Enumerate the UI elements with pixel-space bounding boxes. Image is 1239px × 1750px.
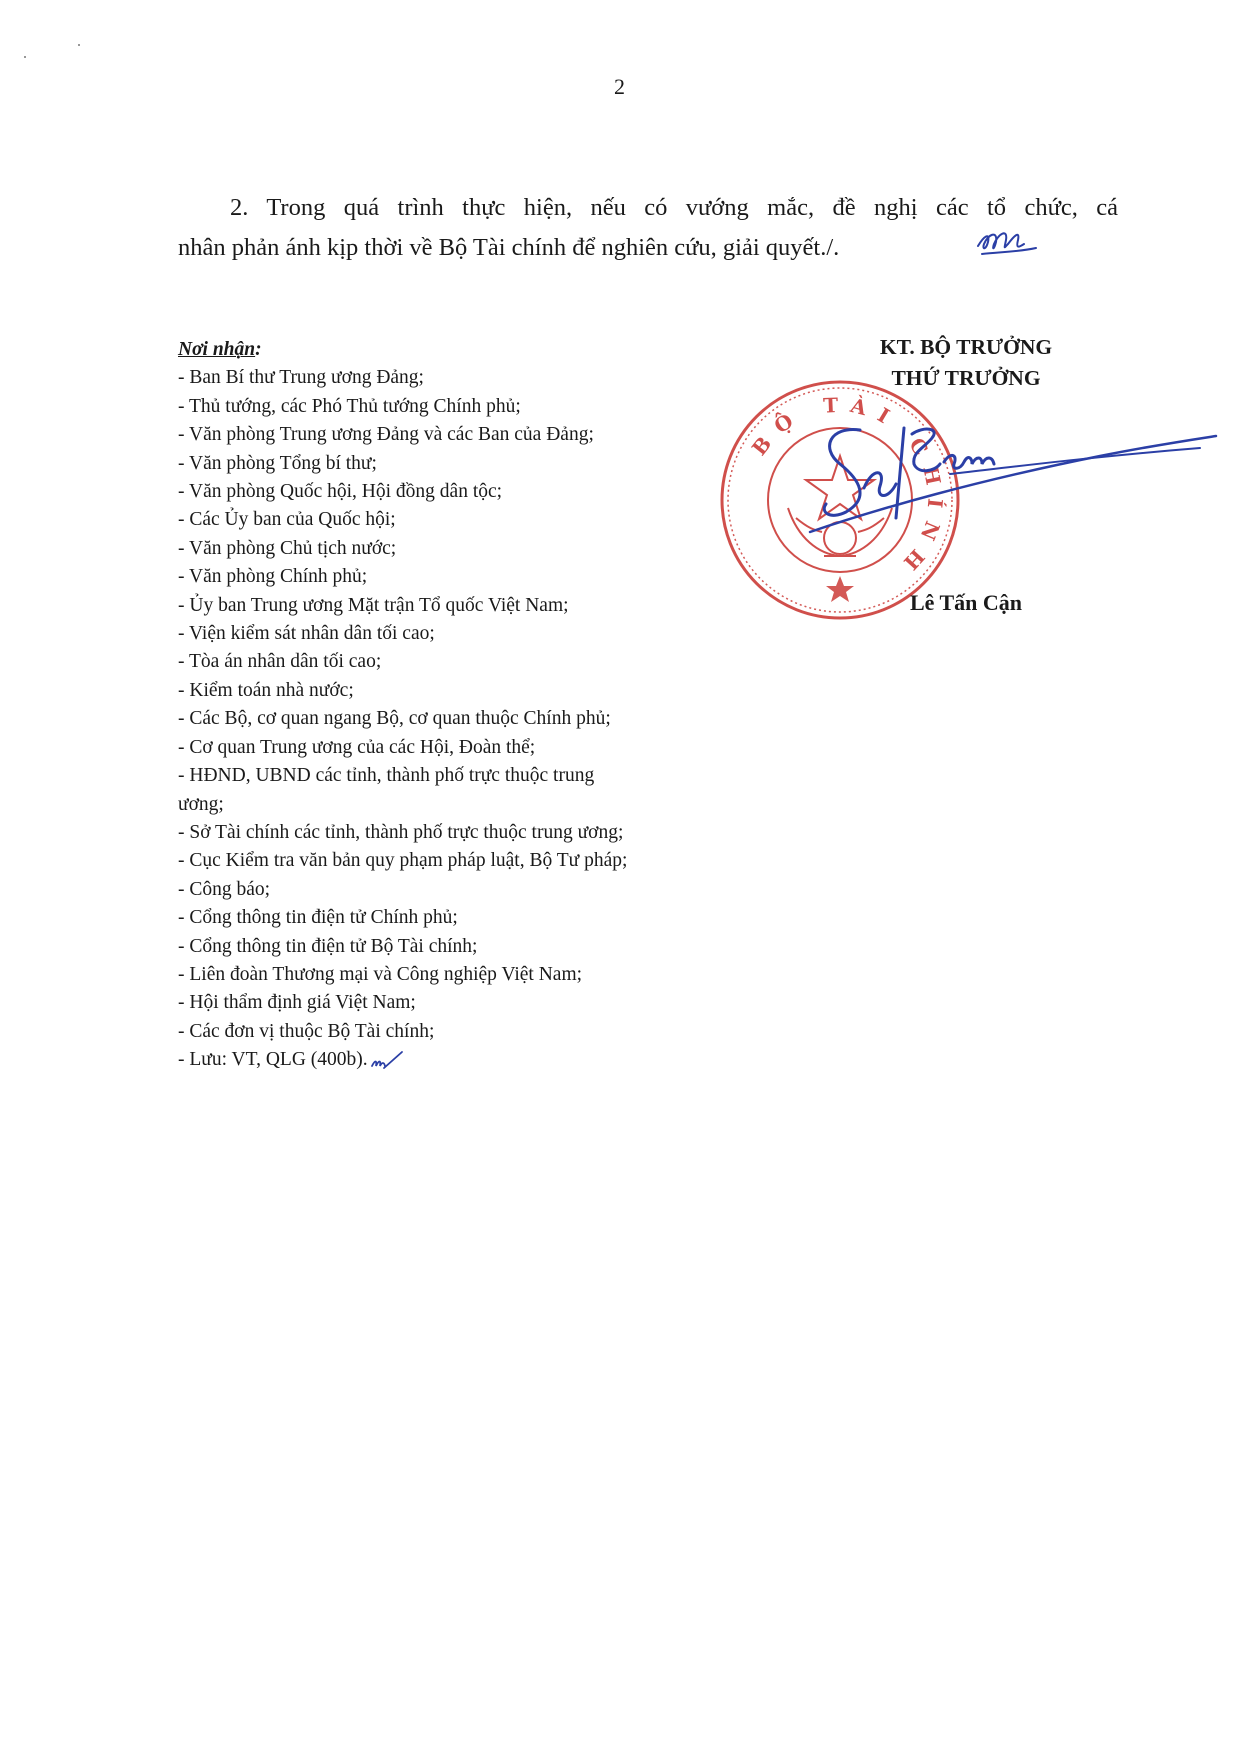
recipients-list (178, 336, 778, 1075)
signer-authority: KT. BỘ TRƯỞNG (879, 335, 1053, 359)
recipient-item: - Văn phòng Tổng bí thư; (178, 452, 377, 474)
recipient-item: - Sở Tài chính các tỉnh, thành phố trực thuộc trung ương; (178, 821, 624, 843)
paragraph-line-2: nhân phản ánh kịp thời về Bộ Tài chính để nghiên cứu, giải quyết./. (178, 234, 840, 261)
recipient-item: - HĐND, UBND các tỉnh, thành phố trực thuộc trung (178, 765, 595, 787)
recipient-item: - Ban Bí thư Trung ương Đảng; (178, 367, 424, 389)
recipient-item: - Viện kiểm sát nhân dân tối cao; (178, 623, 435, 645)
recipient-item: - Tòa án nhân dân tối cao; (178, 651, 382, 673)
signature-title-block (836, 332, 1096, 394)
recipient-item: - Thủ tướng, các Phó Thủ tướng Chính phủ; (178, 395, 521, 417)
signer-name: Lê Tấn Cận (909, 590, 1023, 615)
recipient-item: - Văn phòng Quốc hội, Hội đồng dân tộc; (178, 481, 503, 503)
recipient-item: ương; (178, 793, 224, 815)
scan-speck (78, 44, 80, 46)
recipient-item: - Kiểm toán nhà nước; (178, 679, 354, 701)
recipient-item: - Ủy ban Trung ương Mặt trận Tổ quốc Việt Nam; (178, 594, 569, 616)
recipient-item: - Cục Kiểm tra văn bản quy phạm pháp luật, Bộ Tư pháp; (178, 850, 628, 872)
paragraph-line-1: 2. Trong quá trình thực hiện, nếu có vướng mắc, đề nghị các tổ chức, cá (230, 194, 1118, 221)
archive-entry: - Lưu: VT, QLG (400b). (178, 1049, 368, 1071)
archive-initials-icon (370, 1050, 404, 1072)
recipient-item: - Hội thẩm định giá Việt Nam; (178, 992, 416, 1014)
page-number: 2 (614, 74, 625, 99)
recipient-item: - Công báo; (178, 878, 271, 900)
recipient-item: - Cổng thông tin điện tử Chính phủ; (178, 907, 458, 929)
recipient-item: - Văn phòng Chủ tịch nước; (178, 537, 397, 559)
handwritten-signature-icon (800, 408, 1220, 538)
recipients-title-colon: : (255, 339, 262, 360)
scan-speck (24, 56, 26, 58)
recipient-item: - Cổng thông tin điện tử Bộ Tài chính; (178, 935, 478, 957)
initials-mark-icon (974, 222, 1044, 262)
recipient-item: - Cơ quan Trung ương của các Hội, Đoàn thể; (178, 736, 536, 758)
recipients-title (178, 336, 778, 364)
recipient-item: - Văn phòng Chính phủ; (178, 566, 368, 588)
recipient-item-last (178, 1046, 778, 1074)
recipient-item: - Các Ủy ban của Quốc hội; (178, 509, 396, 531)
seal-text: BỘ TÀI CHÍNH (746, 392, 948, 584)
recipient-item: - Liên đoàn Thương mại và Công nghiệp Việt Nam; (178, 963, 583, 985)
recipient-item: - Các đơn vị thuộc Bộ Tài chính; (178, 1020, 435, 1042)
signer-position: THỨ TRƯỞNG (891, 366, 1041, 390)
recipients-items (178, 364, 778, 1074)
recipient-item: - Văn phòng Trung ương Đảng và các Ban của Đảng; (178, 424, 594, 446)
recipients-title-label: Nơi nhận (178, 339, 256, 360)
recipient-item: - Các Bộ, cơ quan ngang Bộ, cơ quan thuộc Chính phủ; (178, 708, 611, 730)
